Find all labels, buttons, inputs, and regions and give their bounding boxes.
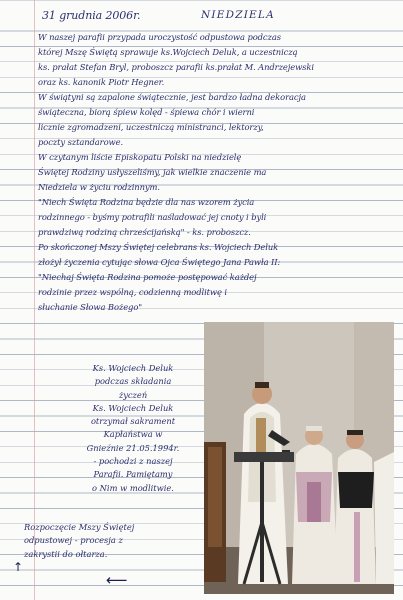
arrow-left-icon: ⟵ [106, 571, 128, 589]
text-line: oraz ks. kanonik Piotr Hegner. [38, 77, 165, 87]
entry-date: 31 grudnia 2006r. [42, 9, 141, 22]
caption-line: - pochodzi z naszej [93, 456, 173, 467]
procession-line: Rozpoczęcie Mszy Świętej [24, 522, 135, 532]
mass-photo-illustration [204, 322, 394, 594]
caption-line: Parafii. Pamiętamy [93, 469, 173, 480]
text-line: W czytanym liście Episkopatu Polski na niedzielę [38, 152, 242, 162]
text-line: świąteczna, biorą śpiew kolęd - śpiewa chór i wierni [38, 107, 255, 117]
text-line: Niedziela w życiu rodzinnym. [38, 182, 160, 192]
text-line: której Mszę Świętą sprawuje ks.Wojciech Deluk, a uczestniczą [38, 47, 298, 57]
procession-line: zakrystii do ołtarza. [24, 548, 108, 559]
text-line: licznie zgromadzeni, uczestniczą ministranci, lektorzy, [38, 122, 264, 132]
caption-line: życzeń [118, 389, 148, 400]
text-line: "Niech Święta Rodzina będzie dla nas wzorem życia [38, 197, 255, 207]
text-line: rodzinnego - byśmy potrafili naśladować jej cnoty i byli [38, 212, 267, 222]
caption-line: podczas składania [94, 376, 172, 387]
text-line: Po skończonej Mszy Świętej celebrans ks. Wojciech Deluk [38, 242, 279, 252]
entry-day: NIEDZIELA [201, 9, 275, 21]
text-line: słuchanie Słowa Bożego" [38, 302, 143, 312]
text-line: prawdziwą rodziną chrześcijańską" - ks. proboszcz. [38, 227, 251, 237]
text-line: Świętej Rodziny usłyszeliśmy, jak wielkie znaczenie ma [38, 167, 267, 177]
text-line: "Niechaj Święta Rodzina pomoże postępować każdej [38, 272, 257, 282]
text-line: rodzinie przez wspólną, codzienną modlitwę i [38, 287, 227, 297]
caption-line: o Nim w modlitwie. [92, 482, 174, 493]
caption-line: Gnieźnie 21.05.1994r. [86, 442, 180, 453]
caption-line: Kapłaństwa w [103, 429, 163, 440]
text-line: złożył życzenia cytując słowa Ojca Świętego Jana Pawła II: [38, 257, 281, 267]
margin-line [34, 0, 35, 600]
mass-photo [204, 322, 394, 594]
photo-caption [62, 362, 204, 495]
text-line: W świątyni są zapalone świątecznie, jest bardzo ładna dekoracja [38, 92, 306, 102]
procession-line: odpustowej - procesja z [24, 535, 123, 546]
text-line: poczty sztandarowe. [38, 137, 124, 147]
caption-line: Ks. Wojciech Deluk [92, 363, 174, 373]
text-line: W naszej parafii przypada uroczystość odpustowa podczas [38, 32, 281, 42]
procession-note [24, 521, 134, 561]
arrow-up-icon: ↑ [13, 560, 24, 574]
entry-text [38, 30, 314, 315]
caption-line: Ks. Wojciech Deluk [92, 402, 174, 413]
text-line: ks. prałat Stefan Bryl, proboszcz parafii ks.prałat M. Andrzejewski [38, 62, 314, 72]
caption-line: otrzymał sakrament [90, 416, 176, 427]
